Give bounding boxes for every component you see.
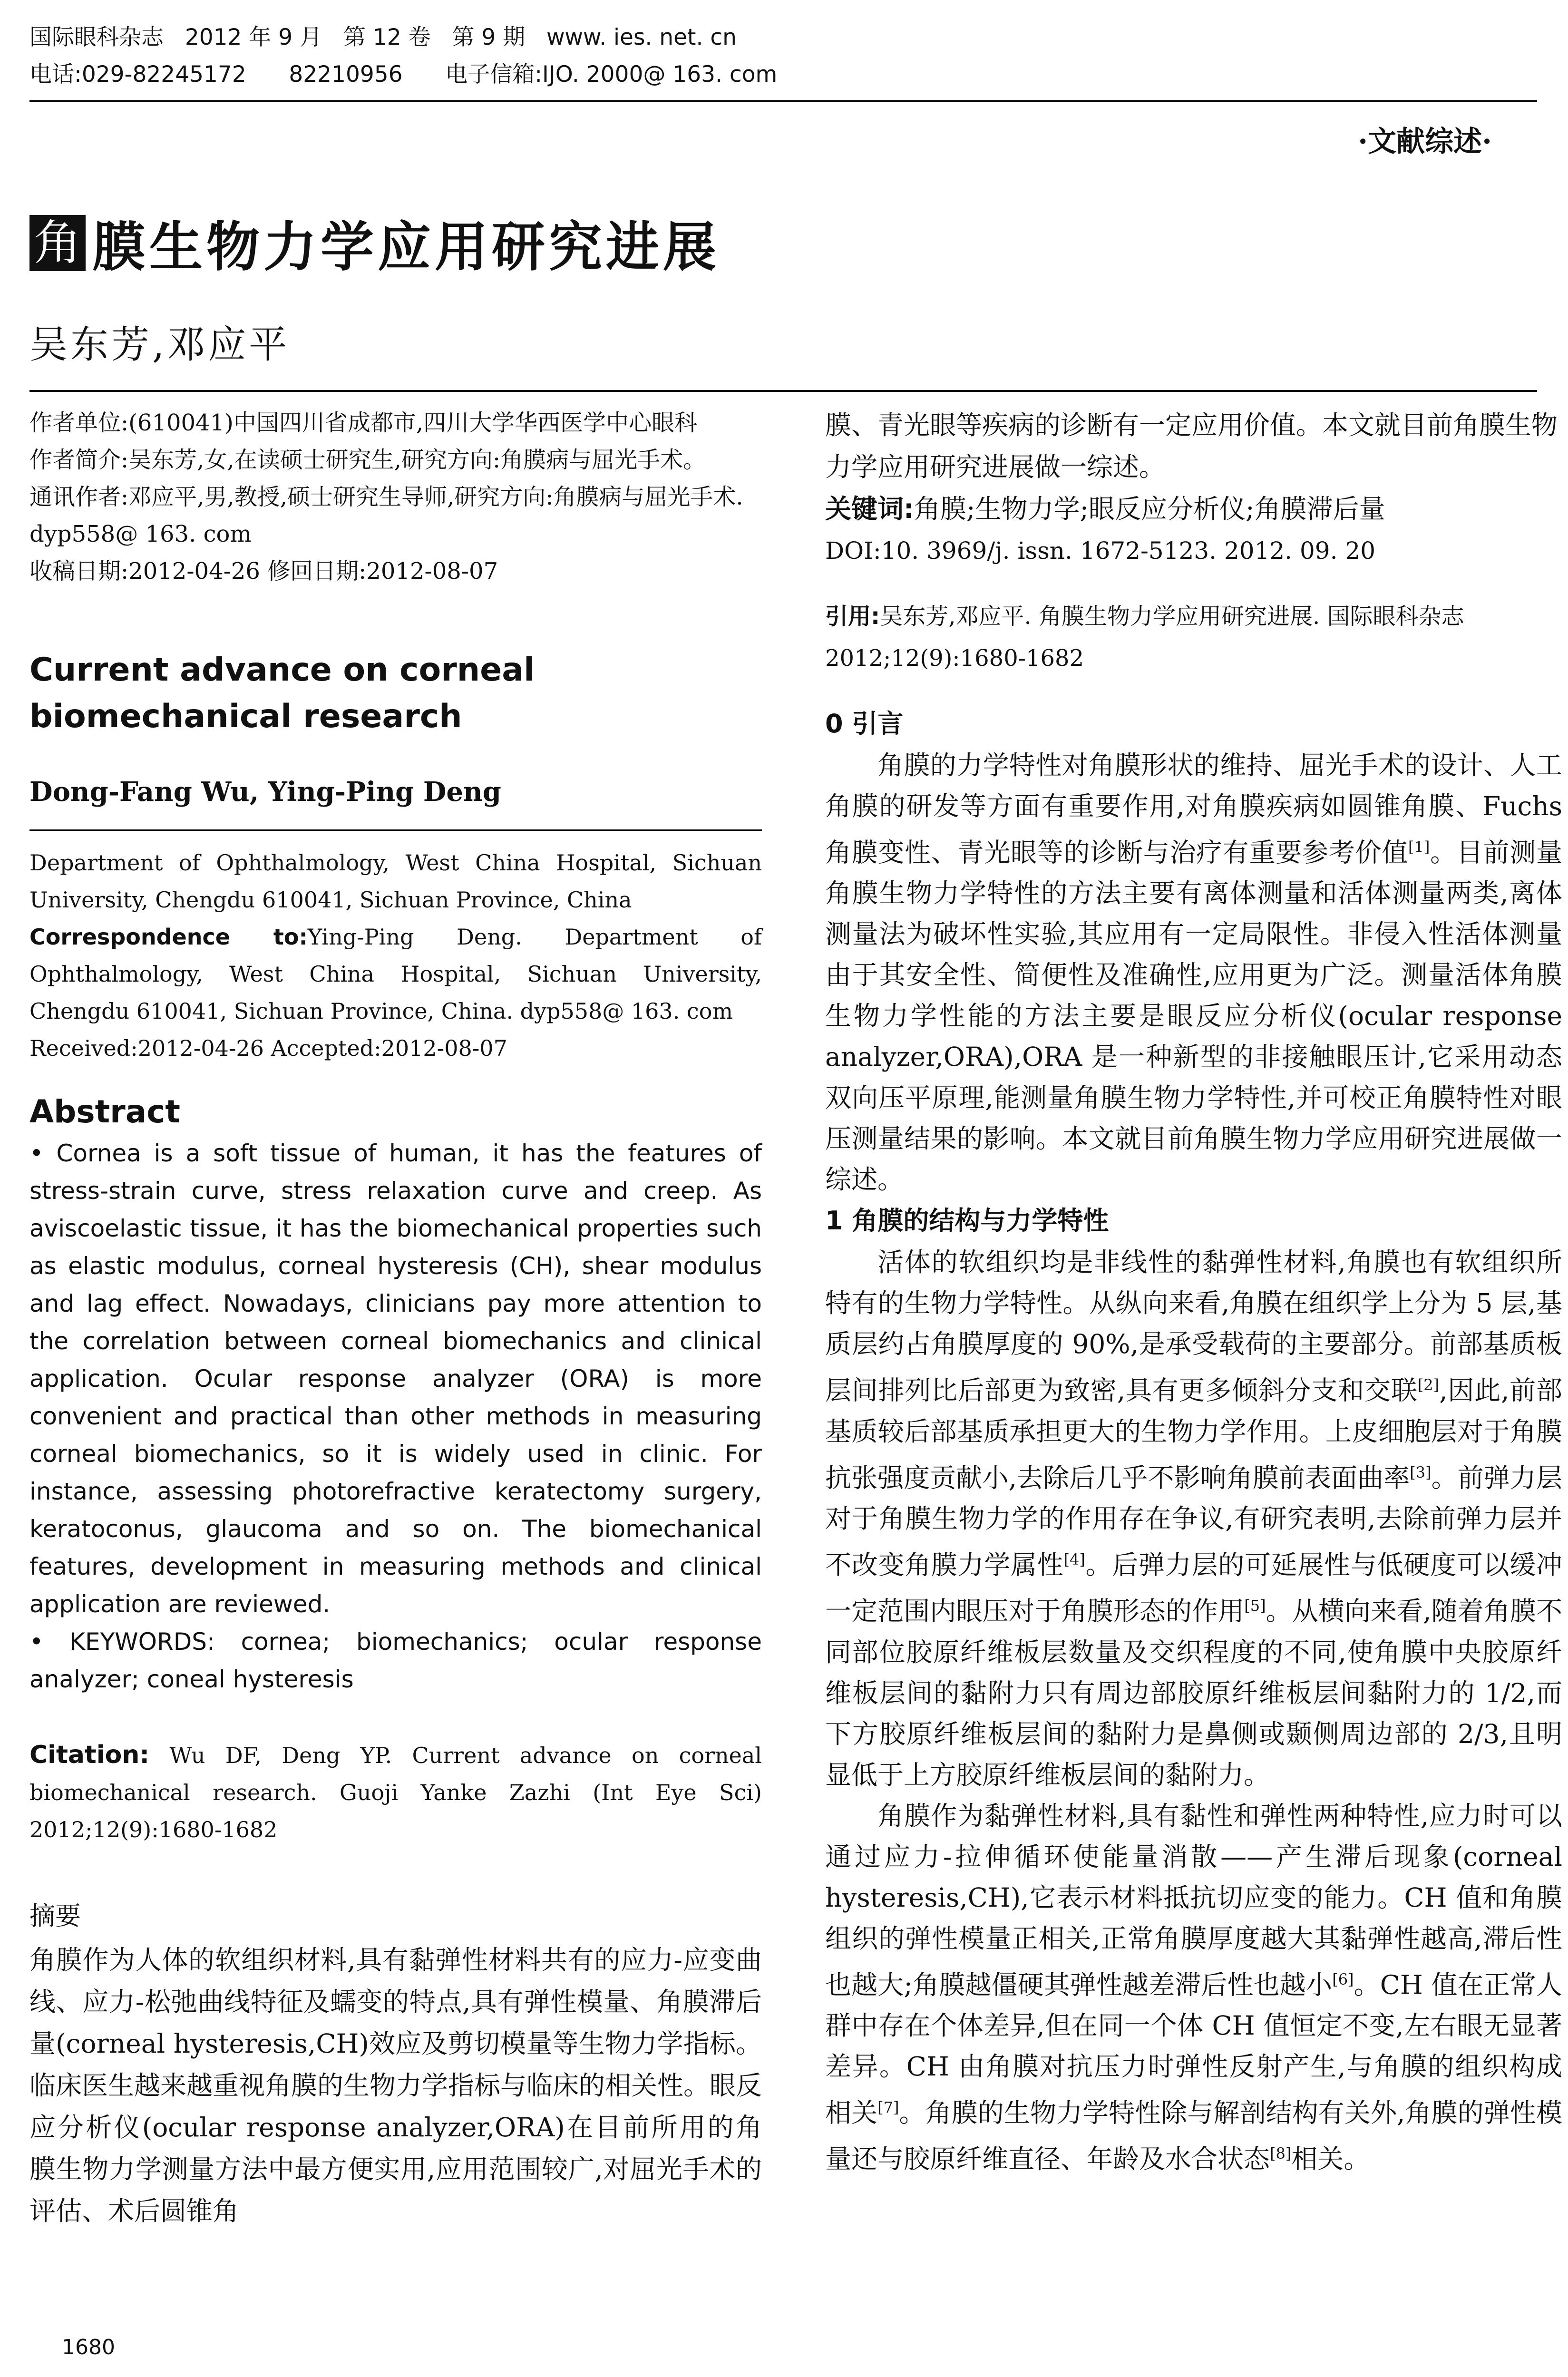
authors-chinese: 吴东芳,邓应平 xyxy=(29,322,290,367)
title-first-char-block: 角 xyxy=(29,215,86,271)
chinese-abstract-heading: 摘要 xyxy=(29,1901,81,1931)
section-0-body xyxy=(825,745,1562,1200)
citation-label: Citation: xyxy=(29,1741,150,1769)
author-affiliation-cn: 作者单位:(610041)中国四川省成都市,四川大学华西医学中心眼科 xyxy=(29,409,698,436)
keywords-label: 关键词: xyxy=(825,494,914,524)
title-divider xyxy=(29,390,1537,392)
chinese-citation-text: 吴东芳,邓应平. 角膜生物力学应用研究进展. 国际眼科杂志 2012;12(9):1680-1682 xyxy=(825,603,1464,672)
section-1-heading: 1 角膜的结构与力学特性 xyxy=(825,1206,1109,1236)
section-1-body xyxy=(825,1242,1562,2179)
page-number: 1680 xyxy=(62,2335,115,2359)
doi: DOI:10. 3969/j. issn. 1672-5123. 2012. 09. 20 xyxy=(825,537,1376,565)
paper-title: 膜生物力学应用研究进展 xyxy=(92,216,720,278)
paper-title-row xyxy=(29,205,720,281)
chinese-abstract-text: 角膜作为人体的软组织材料,具有黏弹性材料共有的应力-应变曲线、应力-松弛曲线特征及蠕变的特点,具有弹性模量、角膜滞后量(corneal hysteresis,CH)效应及剪切模量等生物力学指标。临床医生越来越重视角膜的生物力学指标与临床的相关性。眼反应分析仪(ocular response analyzer,ORA)在目前所用的角膜生物力学测量方法中最方便实用,应用范围较广,对屈光手术的评估、术后圆锥角 xyxy=(29,1945,762,2226)
department-text: Department of Ophthalmology, West China Hospital, Sichuan University, Chengdu 610041, Sichuan Province, China xyxy=(29,850,762,913)
english-authors: Dong-Fang Wu, Ying-Ping Deng xyxy=(29,776,501,808)
section-1-paragraph-2: 角膜作为黏弹性材料,具有黏性和弹性两种特性,应力时可以通过应力-拉伸循环使能量消散——产生滞后现象(corneal hysteresis,CH),它表示材料抵抗切应变的能力。CH 值和角膜组织的弹性模量正相关,正常角膜厚度越大其黏弹性越高,滞后性也越大;角膜越僵硬其弹性越差滞后性也越小[6]。CH 值在正常人群中存在个体差异,但在同一个体 CH 值恒定不变,左右眼无显著差异。CH 由角膜对抗压力时弹性反射产生,与角膜的组织构成相关[7]。角膜的生物力学特性除与解剖结构有关外,角膜的弹性模量还与胶原纤维直径、年龄及水合状态[8]相关。 xyxy=(825,1800,1562,2174)
header-divider xyxy=(29,100,1537,102)
chinese-citation xyxy=(825,595,1562,679)
correspondence-text xyxy=(29,918,762,1030)
english-dates: Received:2012-04-26 Accepted:2012-08-07 xyxy=(29,1035,507,1061)
affiliation-divider xyxy=(29,829,762,831)
author-meta-cn xyxy=(29,404,762,590)
section-1-paragraph-1: 活体的软组织均是非线性的黏弹性材料,角膜也有软组织所特有的生物力学特性。从纵向来看,角膜在组织学上分为 5 层,基质层约占角膜厚度的 90%,是承受载荷的主要部分。前部基质板层间排列比后部更为致密,具有更多倾斜分支和交联[2],因此,前部基质较后部基质承担更大的生物力学作用。上皮细胞层对于角膜抗张强度贡献小,去除后几乎不影响角膜前表面曲率[3]。前弹力层对于角膜生物力学的作用存在争议,有研究表明,去除前弹力层并不改变角膜力学属性[4]。后弹力层的可延展性与低硬度可以缓冲一定范围内眼压对于角膜形态的作用[5]。从横向来看,随着角膜不同部位胶原纤维板层数量及交织程度的不同,使角膜中央胶原纤维板层间的黏附力只有周边部胶原纤维板层间黏附力的 1/2,而下方胶原纤维板层间的黏附力是鼻侧或颞侧周边部的 2/3,且明显低于上方胶原纤维板层间的黏附力。 xyxy=(825,1247,1563,1790)
correspondence-body: Ying-Ping Deng. Department of Ophthalmology, West China Hospital, Sichuan University, Chengdu 610041, Sichuan Province, China. dyp558@ 163. com xyxy=(29,924,762,1024)
contact-info-line: 电话:029-82245172 82210956 电子信箱:IJO. 2000@ 163. com xyxy=(29,61,778,88)
english-title: Current advance on corneal biomechanical research xyxy=(29,651,535,735)
abstract-text: • Cornea is a soft tissue of human, it has the features of stress-strain curve, stress relaxation curve and creep. As aviscoelastic tissue, it has the biomechanical properties such as elastic modulus, corneal hysteresis (CH), shear modulus and lag effect. Nowadays, clinicians pay more attention to the correlation between corneal biomechanics and clinical application. Ocular response analyzer (ORA) is more convenient and practical than other methods in measuring corneal biomechanics, so it is widely used in clinic. For instance, assessing photorefractive keratectomy surgery, keratoconus, glaucoma and so on. The biomechanical features, development in measuring methods and clinical application are reviewed. xyxy=(29,1140,762,1618)
keywords-text: 角膜;生物力学;眼反应分析仪;角膜滞后量 xyxy=(914,494,1385,524)
abstract-heading: Abstract xyxy=(29,1093,180,1130)
section-0-paragraph: 角膜的力学特性对角膜形状的维持、屈光手术的设计、人工角膜的研发等方面有重要作用,对角膜疾病如圆锥角膜、Fuchs 角膜变性、青光眼等的诊断与治疗有重要参考价值[1]。目前测量角膜生物力学特性的方法主要有离体测量和活体测量两类,离体测量法为破坏性实验,其应用有一定局限性。非侵入性活体测量由于其安全性、简便性及准确性,应用更为广泛。测量活体角膜生物力学性能的方法主要是眼反应分析仪(ocular response analyzer,ORA),ORA 是一种新型的非接触眼压计,它采用动态双向压平原理,能测量角膜生物力学特性,并可校正角膜特性对眼压测量结果的影响。本文就目前角膜生物力学应用研究进展做一综述。 xyxy=(825,750,1562,1195)
journal-info-line: 国际眼科杂志 2012 年 9 月 第 12 卷 第 9 期 www. ies. net. cn xyxy=(29,24,737,50)
corresponding-author-cn: 通讯作者:邓应平,男,教授,硕士研究生导师,研究方向:角膜病与屈光手术. dyp558@ 163. com xyxy=(29,484,743,547)
section-tag: ·文献综述· xyxy=(1358,125,1492,158)
abstract-keywords: • KEYWORDS: cornea; biomechanics; ocular response analyzer; coneal hysteresis xyxy=(29,1628,762,1693)
running-header xyxy=(29,19,1537,93)
chinese-abstract-continued: 膜、青光眼等疾病的诊断有一定应用价值。本文就目前角膜生物力学应用研究进展做一综述。 xyxy=(825,410,1558,482)
english-affiliation xyxy=(29,844,762,1067)
right-column xyxy=(825,404,1562,2180)
chinese-citation-label: 引用: xyxy=(825,603,880,630)
citation-block xyxy=(29,1736,762,1848)
author-bio-cn: 作者简介:吴东芳,女,在读硕士研究生,研究方向:角膜病与屈光手术。 xyxy=(29,447,706,473)
section-0-heading: 0 引言 xyxy=(825,709,904,739)
citation-text: Wu DF, Deng YP. Current advance on corneal biomechanical research. Guoji Yanke Zazhi (Int Eye Sci) 2012;12(9):1680-1682 xyxy=(29,1743,762,1842)
left-column xyxy=(29,404,762,2232)
chinese-abstract xyxy=(29,1939,762,2232)
correspondence-label: Correspondence to: xyxy=(29,924,308,950)
abstract-body xyxy=(29,1135,762,1698)
abstract-continuation xyxy=(825,404,1562,572)
keywords-cn xyxy=(825,488,1562,530)
received-dates-cn: 收稿日期:2012-04-26 修回日期:2012-08-07 xyxy=(29,558,498,585)
